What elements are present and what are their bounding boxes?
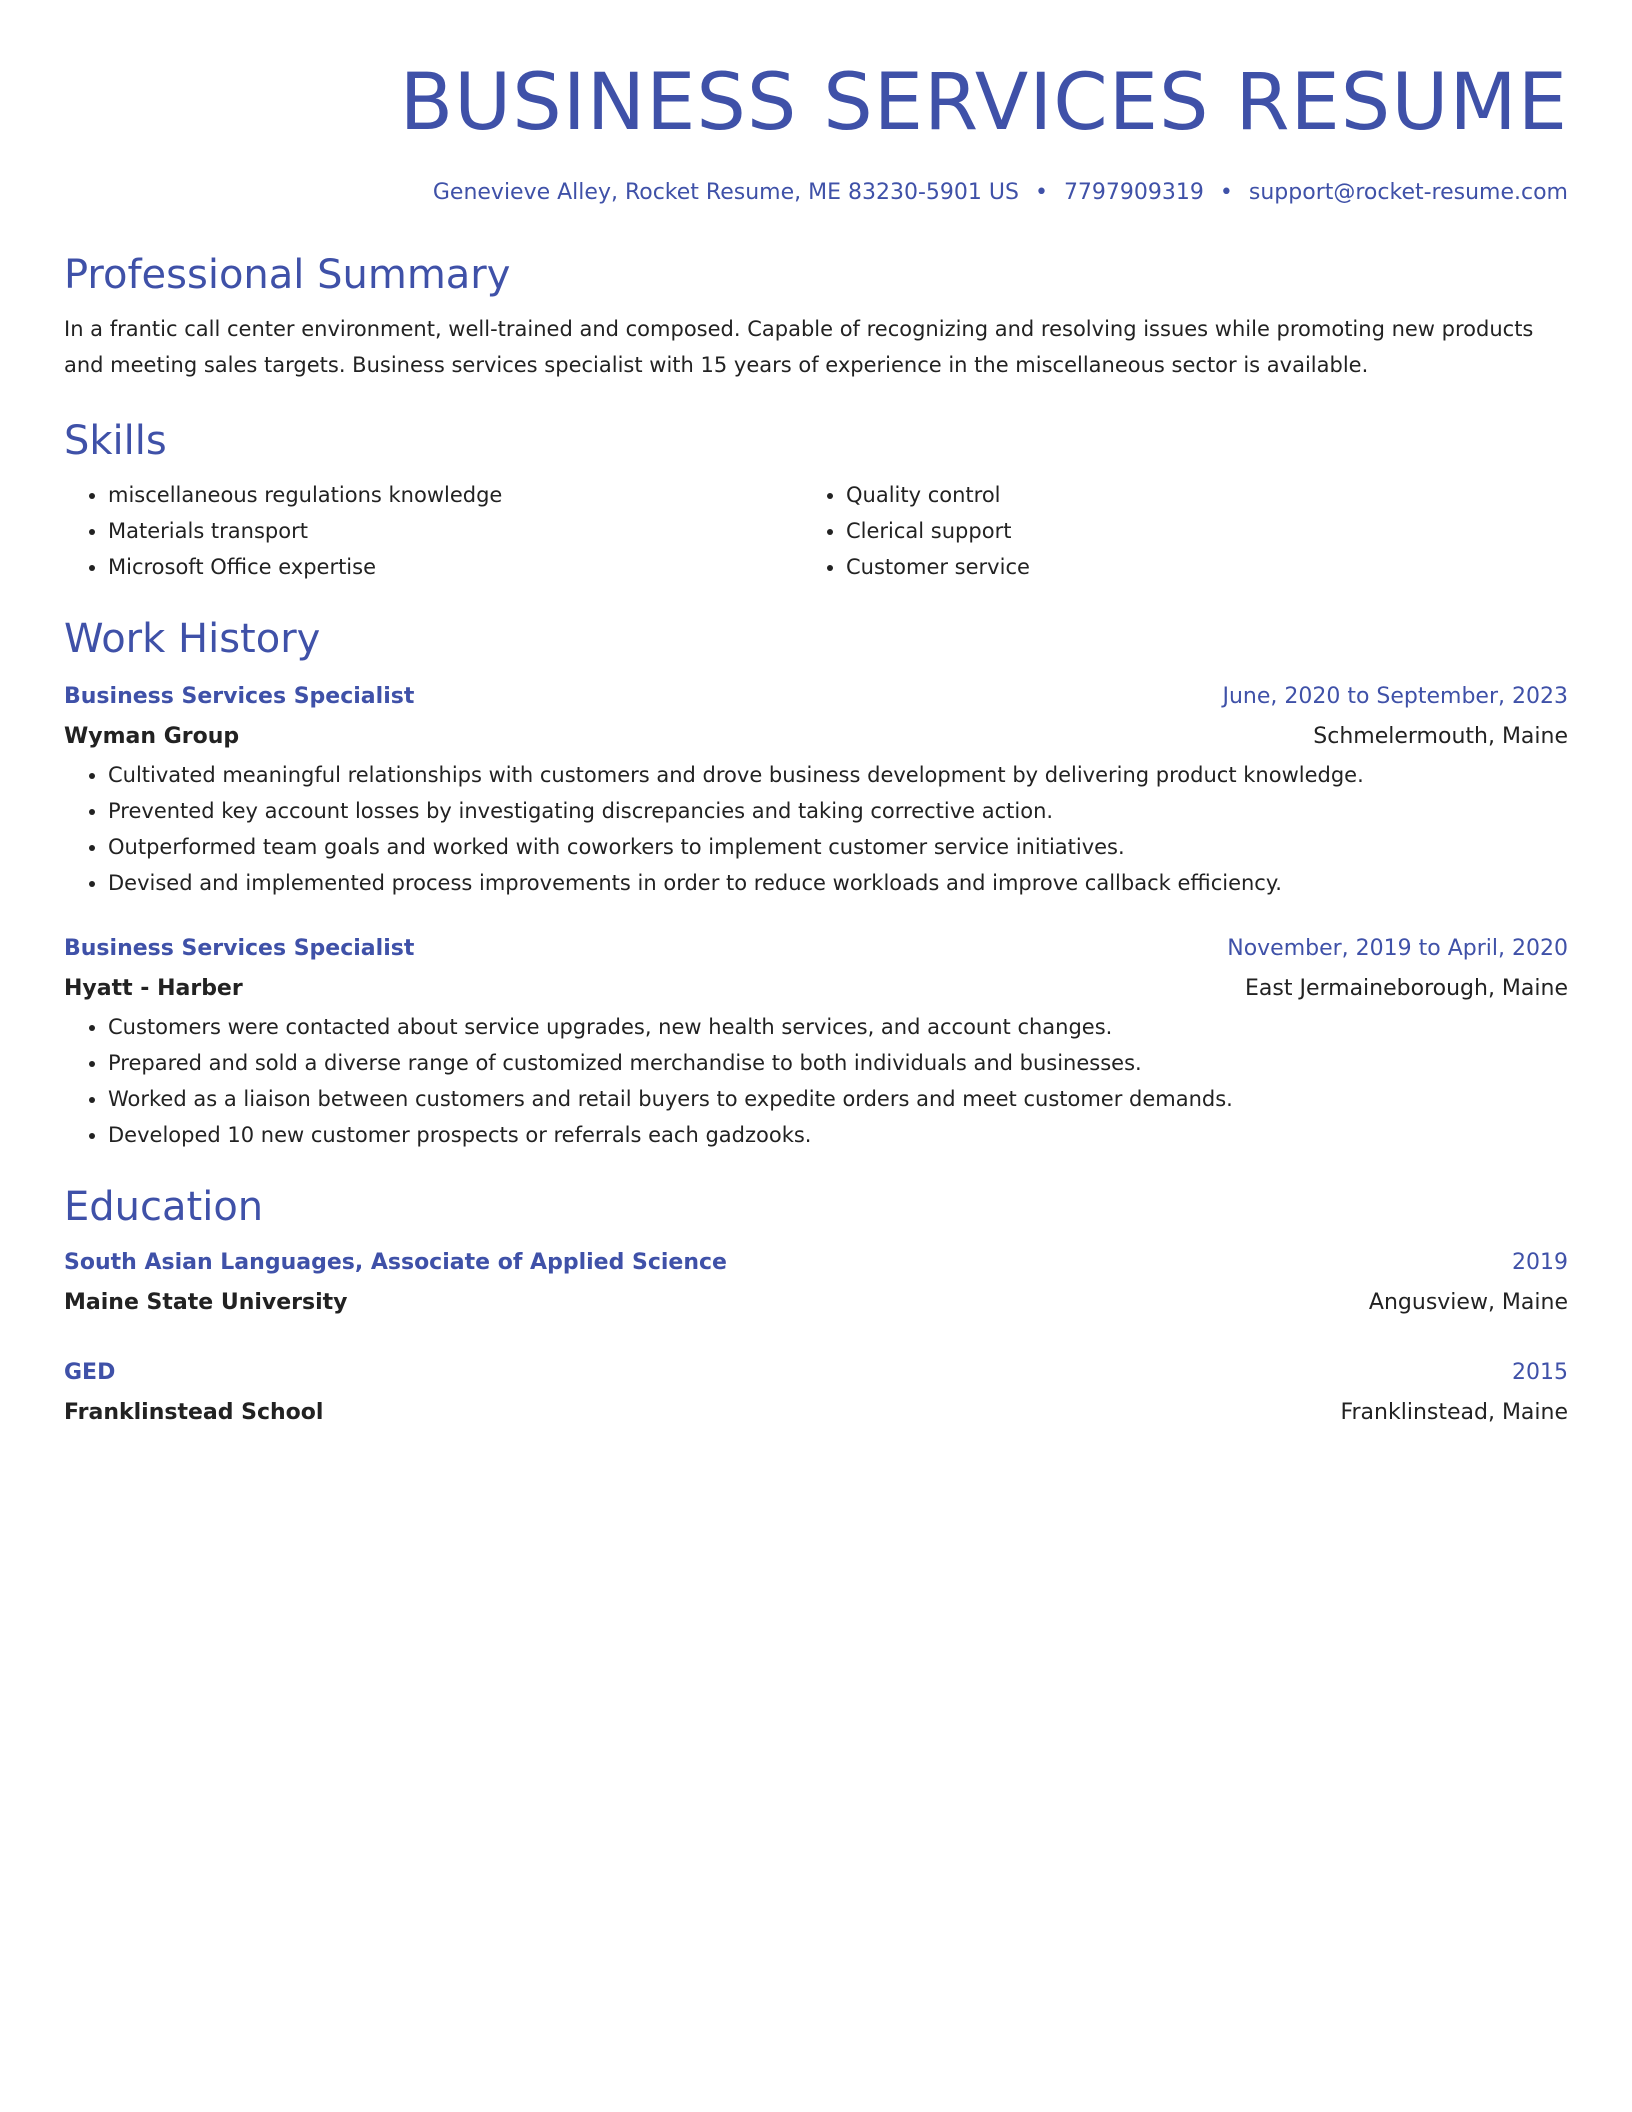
job-dates: June, 2020 to September, 2023 [1222,684,1568,709]
education-location: Angusview, Maine [1368,1290,1568,1315]
job-entry [64,929,1568,1153]
job-bullet: • Prepared and sold a diverse range of customized merchandise to both individuals and businesses. [108,1045,1568,1081]
job-location: East Jermaineborough, Maine [1245,976,1568,1001]
job-title: Business Services Specialist [64,684,415,709]
education-section [64,1181,1568,1433]
job-location: Schmelermouth, Maine [1313,724,1568,749]
education-degree-row [64,1353,1568,1393]
skills-column-left [64,477,802,585]
summary-section [64,249,1568,383]
education-school: Maine State University [64,1290,348,1315]
education-year: 2019 [1512,1250,1568,1275]
job-bullet: • Outperformed team goals and worked with coworkers to implement customer service initiatives. [108,829,1568,865]
contact-line [64,177,1568,209]
job-bullet: • Devised and implemented process improvements in order to reduce workloads and improve callback efficiency. [108,865,1568,901]
skill-item: • Customer service [846,549,1540,585]
job-company-row [64,717,1568,757]
job-company: Wyman Group [64,724,240,749]
education-year: 2015 [1512,1360,1568,1385]
contact-phone: 7797909319 [1063,180,1204,205]
skill-item: • miscellaneous regulations knowledge [108,477,802,513]
job-title: Business Services Specialist [64,936,415,961]
skill-item: • Quality control [846,477,1540,513]
contact-separator: • [1219,180,1233,205]
job-bullet: • Customers were contacted about service upgrades, new health services, and account changes. [108,1009,1568,1045]
job-bullet: • Developed 10 new customer prospects or referrals each gadzooks. [108,1117,1568,1153]
skills-grid [64,477,1568,585]
job-company-row [64,969,1568,1009]
education-entry [64,1353,1568,1433]
summary-text: In a frantic call center environment, well-trained and composed. Capable of recognizing and resolving issues while promoting new products and meeting sales targets. Business services specialist with 15 years of experience in the miscellaneous sector is available. [64,317,1534,377]
job-bullet: • Cultivated meaningful relationships with customers and drove business development by delivering product knowledge. [108,757,1568,793]
skill-item: • Materials transport [108,513,802,549]
job-bullets [64,1009,1568,1153]
work-history-heading: Work History [64,616,321,662]
job-dates: November, 2019 to April, 2020 [1227,936,1568,961]
job-entry [64,677,1568,901]
education-school-row [64,1283,1568,1323]
education-school: Franklinstead School [64,1400,324,1425]
skills-list-left [64,477,802,585]
skills-list-right [802,477,1540,585]
education-entry [64,1243,1568,1323]
job-bullets [64,757,1568,901]
job-title-row [64,677,1568,717]
skills-heading: Skills [64,418,167,464]
contact-address: Genevieve Alley, Rocket Resume, ME 83230-5901 US [432,180,1019,205]
skill-item: • Clerical support [846,513,1540,549]
job-company: Hyatt - Harber [64,976,243,1001]
education-degree: South Asian Languages, Associate of Applied Science [64,1250,727,1275]
summary-heading: Professional Summary [64,252,511,298]
education-degree-row [64,1243,1568,1283]
education-school-row [64,1393,1568,1433]
skills-column-right [802,477,1540,585]
resume-title: BUSINESS SERVICES RESUME [399,58,1568,148]
education-heading: Education [64,1184,264,1230]
contact-email: support@rocket-resume.com [1248,180,1568,205]
job-bullet: • Prevented key account losses by investigating discrepancies and taking corrective action. [108,793,1568,829]
education-location: Franklinstead, Maine [1340,1400,1568,1425]
skill-item: • Microsoft Office expertise [108,549,802,585]
job-bullet: • Worked as a liaison between customers and retail buyers to expedite orders and meet customer demands. [108,1081,1568,1117]
contact-separator: • [1034,180,1048,205]
work-history-section [64,613,1568,1153]
education-degree: GED [64,1360,116,1385]
job-title-row [64,929,1568,969]
skills-section [64,415,1568,585]
